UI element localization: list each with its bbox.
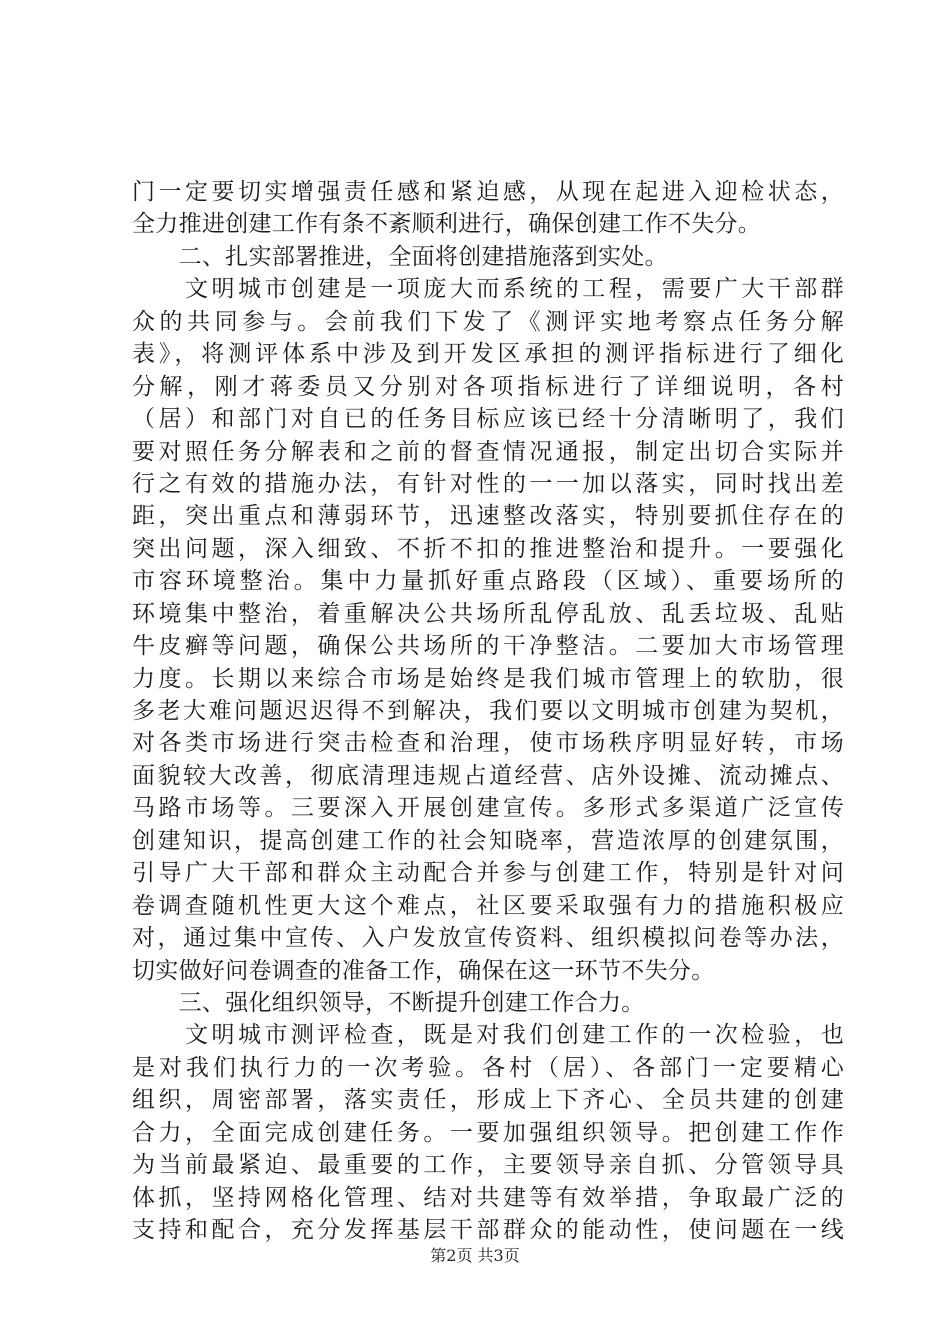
text-line: 切实做好问卷调查的准备工作，确保在这一环节不失分。 (132, 957, 715, 984)
text-line: 多老大难问题迟迟得不到解决，我们要以文明城市创建为契机， (132, 698, 844, 724)
text-line: 面貌较大改善，彻底清理违规占道经营、店外设摊、流动摊点、 (132, 762, 844, 789)
page-footer: 第2页 共3页 (430, 1246, 520, 1265)
text-line: 对，通过集中宣传、入户发放宣传资料、组织模拟问卷等办法， (132, 925, 844, 952)
text-line: 三、强化组织领导，不断提升创建工作合力。 (132, 989, 645, 1016)
text-line: 组织，周密部署，落实责任，形成上下齐心、全员共建的创建 (132, 1087, 844, 1114)
text-line: 创建知识，提高创建工作的社会知晓率，营造浓厚的创建氛围， (132, 827, 844, 854)
text-line: 距，突出重点和薄弱环节，迅速整改落实，特别要抓住存在的 (132, 503, 844, 530)
text-line: 支持和配合，充分发挥基层干部群众的能动性，使问题在一线 (132, 1217, 844, 1243)
text-line: 市容环境整治。集中力量抓好重点路段（区域）、重要场所的 (132, 568, 844, 595)
text-line: 是对我们执行力的一次考验。各村（居）、各部门一定要精心 (132, 1054, 844, 1081)
text-line: 牛皮癣等问题，确保公共场所的干净整洁。二要加大市场管理 (132, 633, 844, 660)
text-line: 文明城市测评检查，既是对我们创建工作的一次检验，也 (132, 1022, 844, 1049)
text-line: 行之有效的措施办法，有针对性的一一加以落实，同时找出差 (132, 470, 844, 497)
text-line: 二、扎实部署推进，全面将创建措施落到实处。 (132, 243, 668, 270)
text-line: 力度。长期以来综合市场是始终是我们城市管理上的软肋，很 (132, 665, 844, 692)
text-line: 对各类市场进行突击检查和治理，使市场秩序明显好转，市场 (132, 730, 844, 757)
text-line: 门一定要切实增强责任感和紧迫感，从现在起进入迎检状态， (132, 179, 844, 205)
body-text (132, 176, 844, 1246)
text-line: 文明城市创建是一项庞大而系统的工程，需要广大干部群 (132, 276, 844, 303)
text-line: 卷调查随机性更大这个难点，社区要采取强有力的措施积极应 (132, 892, 844, 919)
text-line: 马路市场等。三要深入开展创建宣传。多形式多渠道广泛宣传 (132, 795, 844, 822)
text-line: （居）和部门对自已的任务目标应该已经十分清晰明了，我们 (132, 406, 844, 433)
text-line: 环境集中整治，着重解决公共场所乱停乱放、乱丢垃圾、乱贴 (132, 600, 844, 627)
text-line: 体抓，坚持网格化管理、结对共建等有效举措，争取最广泛的 (132, 1184, 844, 1211)
text-line: 引导广大干部和群众主动配合并参与创建工作，特别是针对问 (132, 860, 844, 887)
text-line: 表》，将测评体系中涉及到开发区承担的测评指标进行了细化 (132, 341, 844, 368)
text-line: 合力，全面完成创建任务。一要加强组织领导。把创建工作作 (132, 1119, 844, 1146)
text-line: 为当前最紧迫、最重要的工作，主要领导亲自抓、分管领导具 (132, 1152, 844, 1179)
text-line: 突出问题，深入细致、不折不扣的推进整治和提升。一要强化 (132, 535, 844, 562)
text-line: 众的共同参与。会前我们下发了《测评实地考察点任务分解 (132, 308, 844, 335)
text-line: 要对照任务分解表和之前的督查情况通报，制定出切合实际并 (132, 438, 844, 465)
text-line: 全力推进创建工作有条不紊顺利进行，确保创建工作不失分。 (132, 211, 762, 238)
text-line: 分解，刚才蒋委员又分别对各项指标进行了详细说明，各村 (132, 373, 844, 400)
